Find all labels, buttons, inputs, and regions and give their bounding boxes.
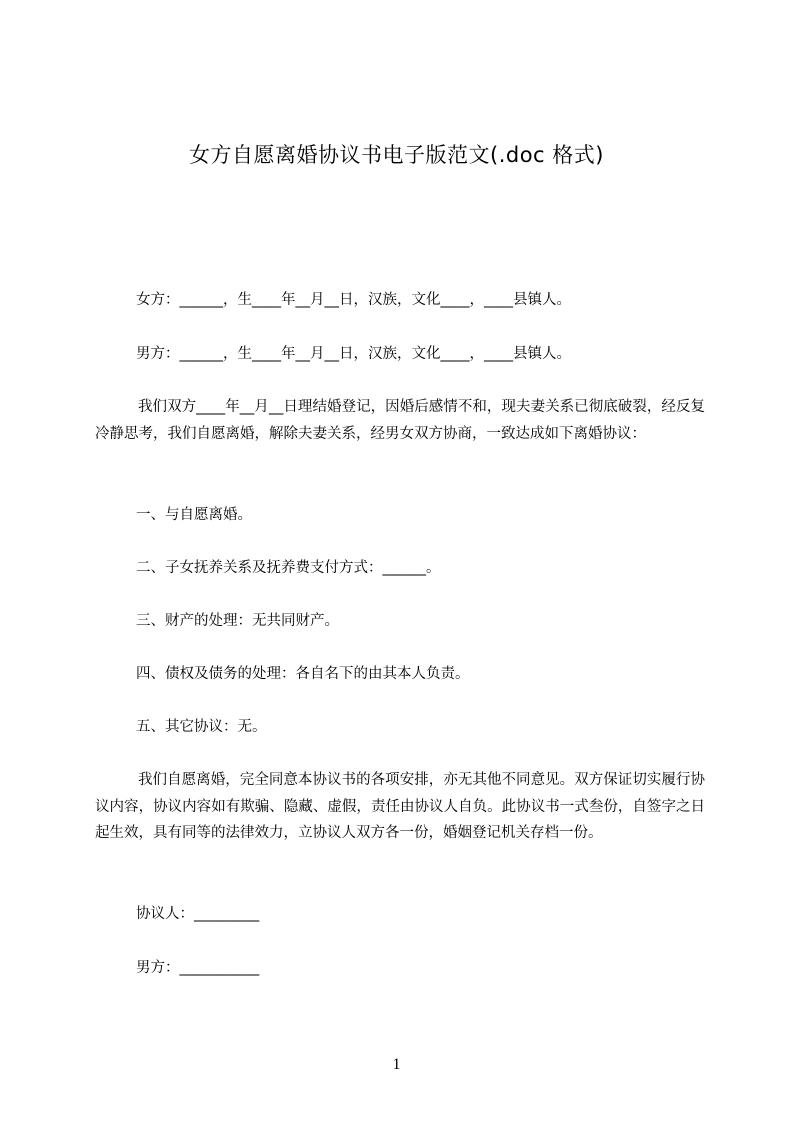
husband-signature-line: 男方：___________	[136, 960, 260, 976]
clause-1: 一、与自愿离婚。	[136, 507, 252, 523]
document-title: 女方自愿离婚协议书电子版范文(.doc 格式)	[189, 143, 604, 167]
intro-paragraph: 我们双方____年__月__日理结婚登记，因婚后感情不和，现夫妻关系已彻底破裂，经反复冷静思考，我们自愿离婚，解除夫妻关系，经男女双方协商，一致达成如下离婚协议：	[95, 399, 705, 442]
clause-4: 四、债权及债务的处理：各自名下的由其本人负责。	[136, 666, 470, 682]
wife-info-paragraph: 女方：______，生____年__月__日，汉族，文化____，____县镇人。	[136, 292, 571, 308]
clause-5: 五、其它协议：无。	[136, 719, 267, 735]
closing-paragraph: 我们自愿离婚，完全同意本协议书的各项安排，亦无其他不同意见。双方保证切实履行协议内容，协议内容如有欺骗、隐藏、虚假，责任由协议人自负。此协议书一式叁份，自签字之日起生效，具有同等的法律效力，立协议人双方各一份，婚姻登记机关存档一份。	[95, 772, 705, 841]
clause-2: 二、子女抚养关系及抚养费支付方式：______。	[136, 560, 441, 576]
husband-info-paragraph: 男方：______，生____年__月__日，汉族，文化____，____县镇人。	[136, 346, 571, 362]
clause-3: 三、财产的处理：无共同财产。	[136, 613, 339, 629]
page-number: 1	[392, 1056, 401, 1073]
signatory-line: 协议人：_________	[136, 906, 260, 922]
